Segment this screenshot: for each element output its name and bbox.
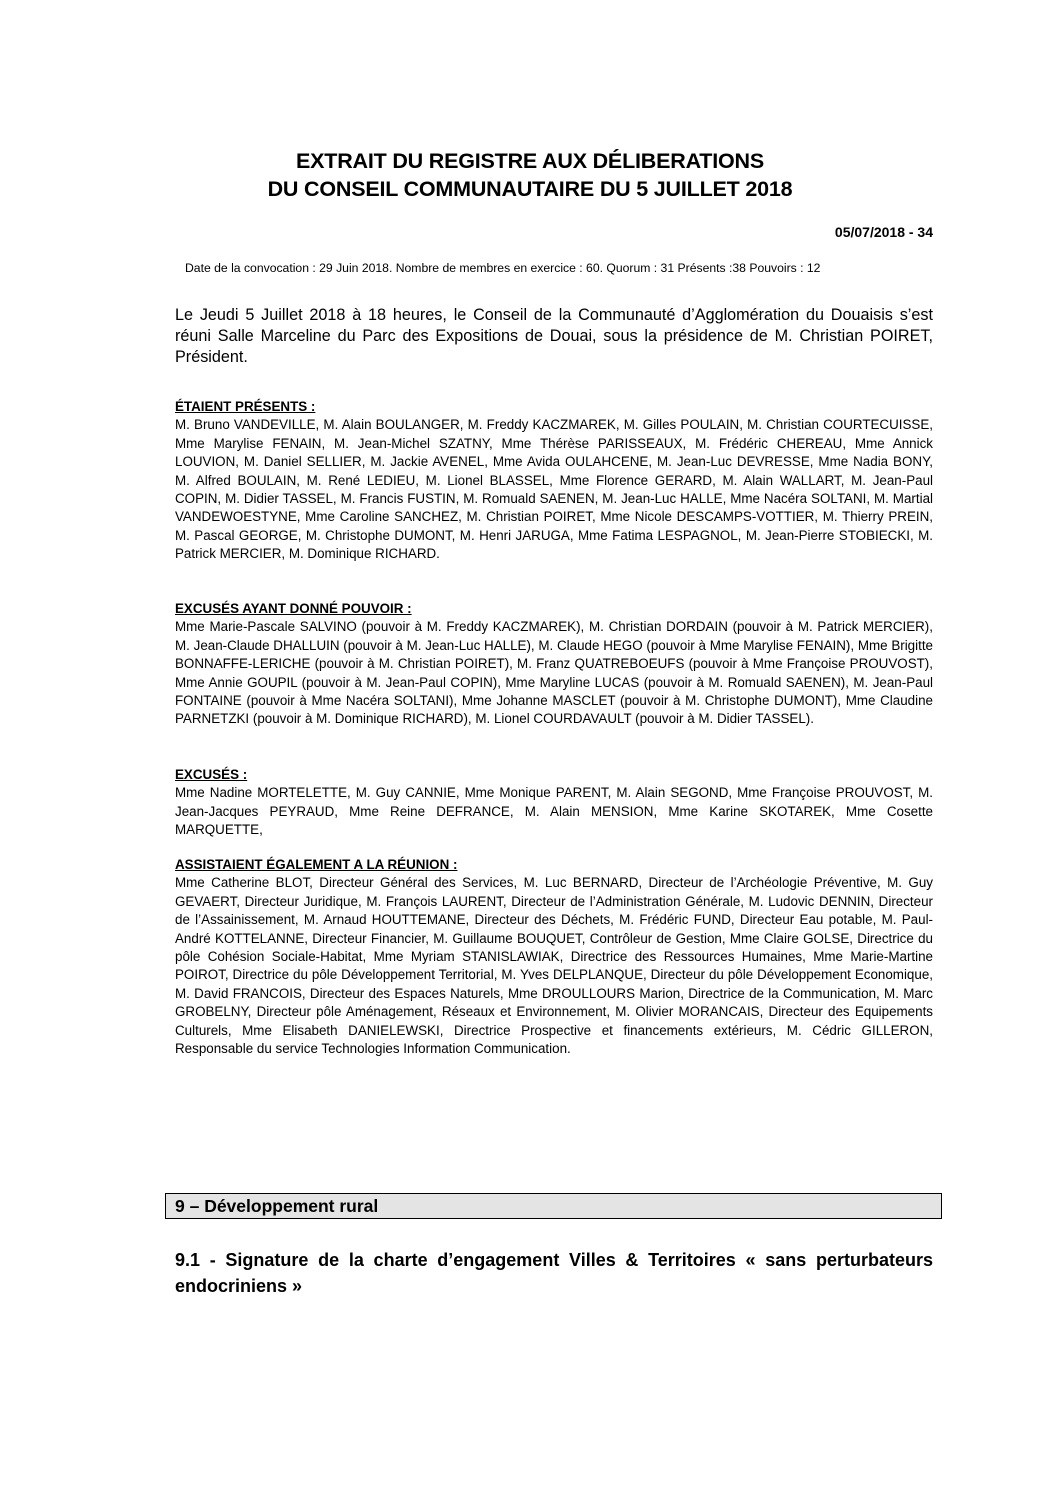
excuses-section [175, 766, 933, 840]
assistaient-section [175, 856, 933, 1058]
convocation-details: Date de la convocation : 29 Juin 2018. Nombre de membres en exercice : 60. Quorum : 31 Présents :38 Pouvoirs : 12 [185, 261, 821, 275]
section-subheading: 9.1 - Signature de la charte d’engagement Villes & Territoires « sans perturbateurs endocriniens » [175, 1250, 933, 1296]
presents-heading: ÉTAIENT PRÉSENTS : [175, 399, 316, 414]
excuses-list: Mme Nadine MORTELETTE, M. Guy CANNIE, Mme Monique PARENT, M. Alain SEGOND, Mme Françoise PROUVOST, M. Jean-Jacques PEYRAUD, Mme Reine DEFRANCE, M. Alain MENSION, Mme Karine SKOTAREK, Mme Cosette MARQUETTE, [175, 785, 933, 838]
intro-paragraph: Le Jeudi 5 Juillet 2018 à 18 heures, le Conseil de la Communauté d’Agglomération du Douaisis s’est réuni Salle Marceline du Parc des Expositions de Douai, sous la présidence de M. Christian POIRET, Président. [175, 306, 933, 366]
presents-list: M. Bruno VANDEVILLE, M. Alain BOULANGER, M. Freddy KACZMAREK, M. Gilles POULAIN, M. Christian COURTECUISSE, Mme Marylise FENAIN, M. Jean-Michel SZATNY, Mme Thérèse PARISSEAUX, M. Frédéric CHEREAU, Mme Annick LOUVION, M. Daniel SELLIER, M. Jackie AVENEL, Mme Avida OULAHCENE, M. Jean-Luc DEVRESSE, Mme Nadia BONY, M. Alfred BOULAIN, M. René LEDIEU, M. Lionel BLASSEL, Mme Florence GERARD, M. Alain WALLART, M. Jean-Paul COPIN, M. Didier TASSEL, M. Francis FUSTIN, M. Romuald SAENEN, M. Jean-Luc HALLE, Mme Nacéra SOLTANI, M. Martial VANDEWOESTYNE, Mme Caroline SANCHEZ, M. Christian POIRET, Mme Nicole DESCAMPS-VOTTIER, M. Thierry PREIN, M. Pascal GEORGE, M. Christophe DUMONT, M. Henri JARUGA, Mme Fatima LESPAGNOL, M. Jean-Pierre STOBIECKI, M. Patrick MERCIER, M. Dominique RICHARD. [175, 417, 933, 562]
pouvoirs-section [175, 600, 933, 729]
section-heading-box [165, 1193, 942, 1219]
pouvoirs-list: Mme Marie-Pascale SALVINO (pouvoir à M. Freddy KACZMAREK), M. Christian DORDAIN (pouvoir à M. Patrick MERCIER), M. Jean-Claude DHALLUIN (pouvoir à M. Jean-Luc HALLE), M. Claude HEGO (pouvoir à Mme Marylise FENAIN), Mme Brigitte BONNAFFE-LERICHE (pouvoir à M. Christian POIRET), M. Franz QUATREBOEUFS (pouvoir à Mme Françoise PROUVOST), Mme Annie GOUPIL (pouvoir à M. Jean-Paul COPIN), Mme Maryline LUCAS (pouvoir à M. Romuald SAENEN), M. Jean-Paul FONTAINE (pouvoir à Mme Nacéra SOLTANI), Mme Johanne MASCLET (pouvoir à M. Christophe DUMONT), Mme Claudine PARNETZKI (pouvoir à M. Dominique RICHARD), M. Lionel COURDAVAULT (pouvoir à M. Didier TASSEL). [175, 619, 933, 727]
deliberation-reference: 05/07/2018 - 34 [834, 224, 933, 240]
assistaient-heading: ASSISTAIENT ÉGALEMENT A LA RÉUNION : [175, 857, 458, 872]
excuses-heading: EXCUSÉS : [175, 767, 248, 782]
presents-section [175, 398, 933, 564]
section-heading: 9 – Développement rural [175, 1196, 379, 1216]
document-title-line-1: EXTRAIT DU REGISTRE AUX DÉLIBERATIONS [295, 149, 764, 173]
document-title-line-2: DU CONSEIL COMMUNAUTAIRE DU 5 JUILLET 2018 [267, 177, 793, 201]
pouvoirs-heading: EXCUSÉS AYANT DONNÉ POUVOIR : [175, 601, 412, 616]
assistaient-list: Mme Catherine BLOT, Directeur Général des Services, M. Luc BERNARD, Directeur de l’Archéologie Préventive, M. Guy GEVAERT, Directeur Juridique, M. François LAURENT, Directeur de l’Administration Générale, M. Ludovic DENNIN, Directeur de l’Assainissement, M. Arnaud HOUTTEMANE, Directeur des Déchets, M. Frédéric FUND, Directeur Eau potable, M. Paul-André KOTTELANNE, Directeur Financier, M. Guillaume BOUQUET, Contrôleur de Gestion, Mme Claire GOLSE, Directrice du pôle Cohésion Sociale-Habitat, Mme Myriam STANISLAWIAK, Directrice des Ressources Humaines, Mme Marie-Martine POIROT, Directrice du pôle Développement Territorial, M. Yves DELPLANQUE, Directeur du pôle Développement Economique, M. David FRANCOIS, Directeur des Espaces Naturels, Mme DROULLOURS Marion, Directrice de la Communication, M. Marc GROBELNY, Directeur pôle Aménagement, Réseaux et Environnement, M. Olivier MORANCAIS, Directeur des Equipements Culturels, Mme Elisabeth DANIELEWSKI, Directrice Prospective et financements extérieurs, M. Cédric GILLERON, Responsable du service Technologies Information Communication. [175, 875, 933, 1057]
